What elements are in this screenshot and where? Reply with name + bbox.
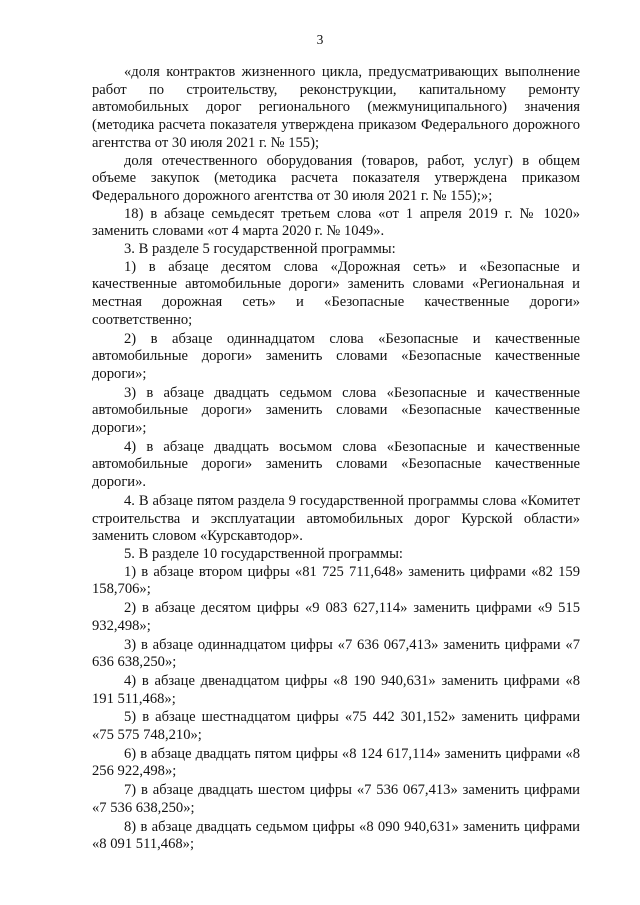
paragraph: 4. В абзаце пятом раздела 9 государственной программы слова «Комитет строительства и эксплуатации автомобильных дорог Курской области» заменить словом «Курскавтодор». — [92, 492, 580, 545]
paragraph: 5. В разделе 10 государственной программы: — [124, 545, 403, 562]
paragraph: 6) в абзаце двадцать пятом цифры «8 124 617,114» заменить цифрами «8 256 922,498»; — [92, 745, 580, 780]
paragraph: 3) в абзаце одиннадцатом цифры «7 636 067,413» заменить цифрами «7 636 638,250»; — [92, 636, 580, 671]
paragraph: 5) в абзаце шестнадцатом цифры «75 442 301,152» заменить цифрами «75 575 748,210»; — [92, 709, 580, 744]
paragraph: «доля контрактов жизненного цикла, предусматривающих выполнение работ по строительству, реконструкции, капитальному ремонту автомобильных дорог регионального (межмуниципального) значения (методика расчета показателя утверждена приказом Федерального дорожного агентства от 30 июля 2021 г. № 155); — [92, 64, 580, 151]
paragraph: 18) в абзаце семьдесят третьем слова «от 1 апреля 2019 г. № 1020» заменить словами «от 4 марта 2020 г. № 1049». — [92, 205, 580, 240]
paragraph: 2) в абзаце одиннадцатом слова «Безопасные и качественные автомобильные дороги» заменить словами «Безопасные качественные дороги»; — [92, 330, 580, 382]
paragraph: 8) в абзаце двадцать седьмом цифры «8 090 940,631» заменить цифрами «8 091 511,468»; — [92, 818, 580, 853]
paragraph: 7) в абзаце двадцать шестом цифры «7 536 067,413» заменить цифрами «7 536 638,250»; — [92, 782, 580, 816]
paragraph: доля отечественного оборудования (товаров, работ, услуг) в общем объеме закупок (методика расчета показателя утверждена приказом Федерального дорожного агентства от 30 июля 2021 г. № 155);»; — [92, 152, 580, 204]
paragraph: 1) в абзаце десятом слова «Дорожная сеть» и «Безопасные и качественные автомобильные дороги» заменить словами «Региональная и местная дорожная сеть» и «Безопасные качественные дороги» соответственно; — [92, 258, 580, 328]
paragraph: 2) в абзаце десятом цифры «9 083 627,114» заменить цифрами «9 515 932,498»; — [92, 600, 580, 634]
document-body — [92, 64, 580, 854]
page-number: 3 — [316, 32, 324, 47]
paragraph: 3) в абзаце двадцать седьмом слова «Безопасные и качественные автомобильные дороги» заменить словами «Безопасные качественные дороги»; — [92, 384, 580, 437]
paragraph: 4) в абзаце двадцать восьмом слова «Безопасные и качественные автомобильные дороги» заменить словами «Безопасные качественные дороги». — [92, 438, 580, 491]
paragraph: 3. В разделе 5 государственной программы: — [124, 241, 396, 258]
paragraph: 1) в абзаце втором цифры «81 725 711,648» заменить цифрами «82 159 158,706»; — [92, 563, 580, 598]
paragraph: 4) в абзаце двенадцатом цифры «8 190 940,631» заменить цифрами «8 191 511,468»; — [92, 672, 580, 707]
